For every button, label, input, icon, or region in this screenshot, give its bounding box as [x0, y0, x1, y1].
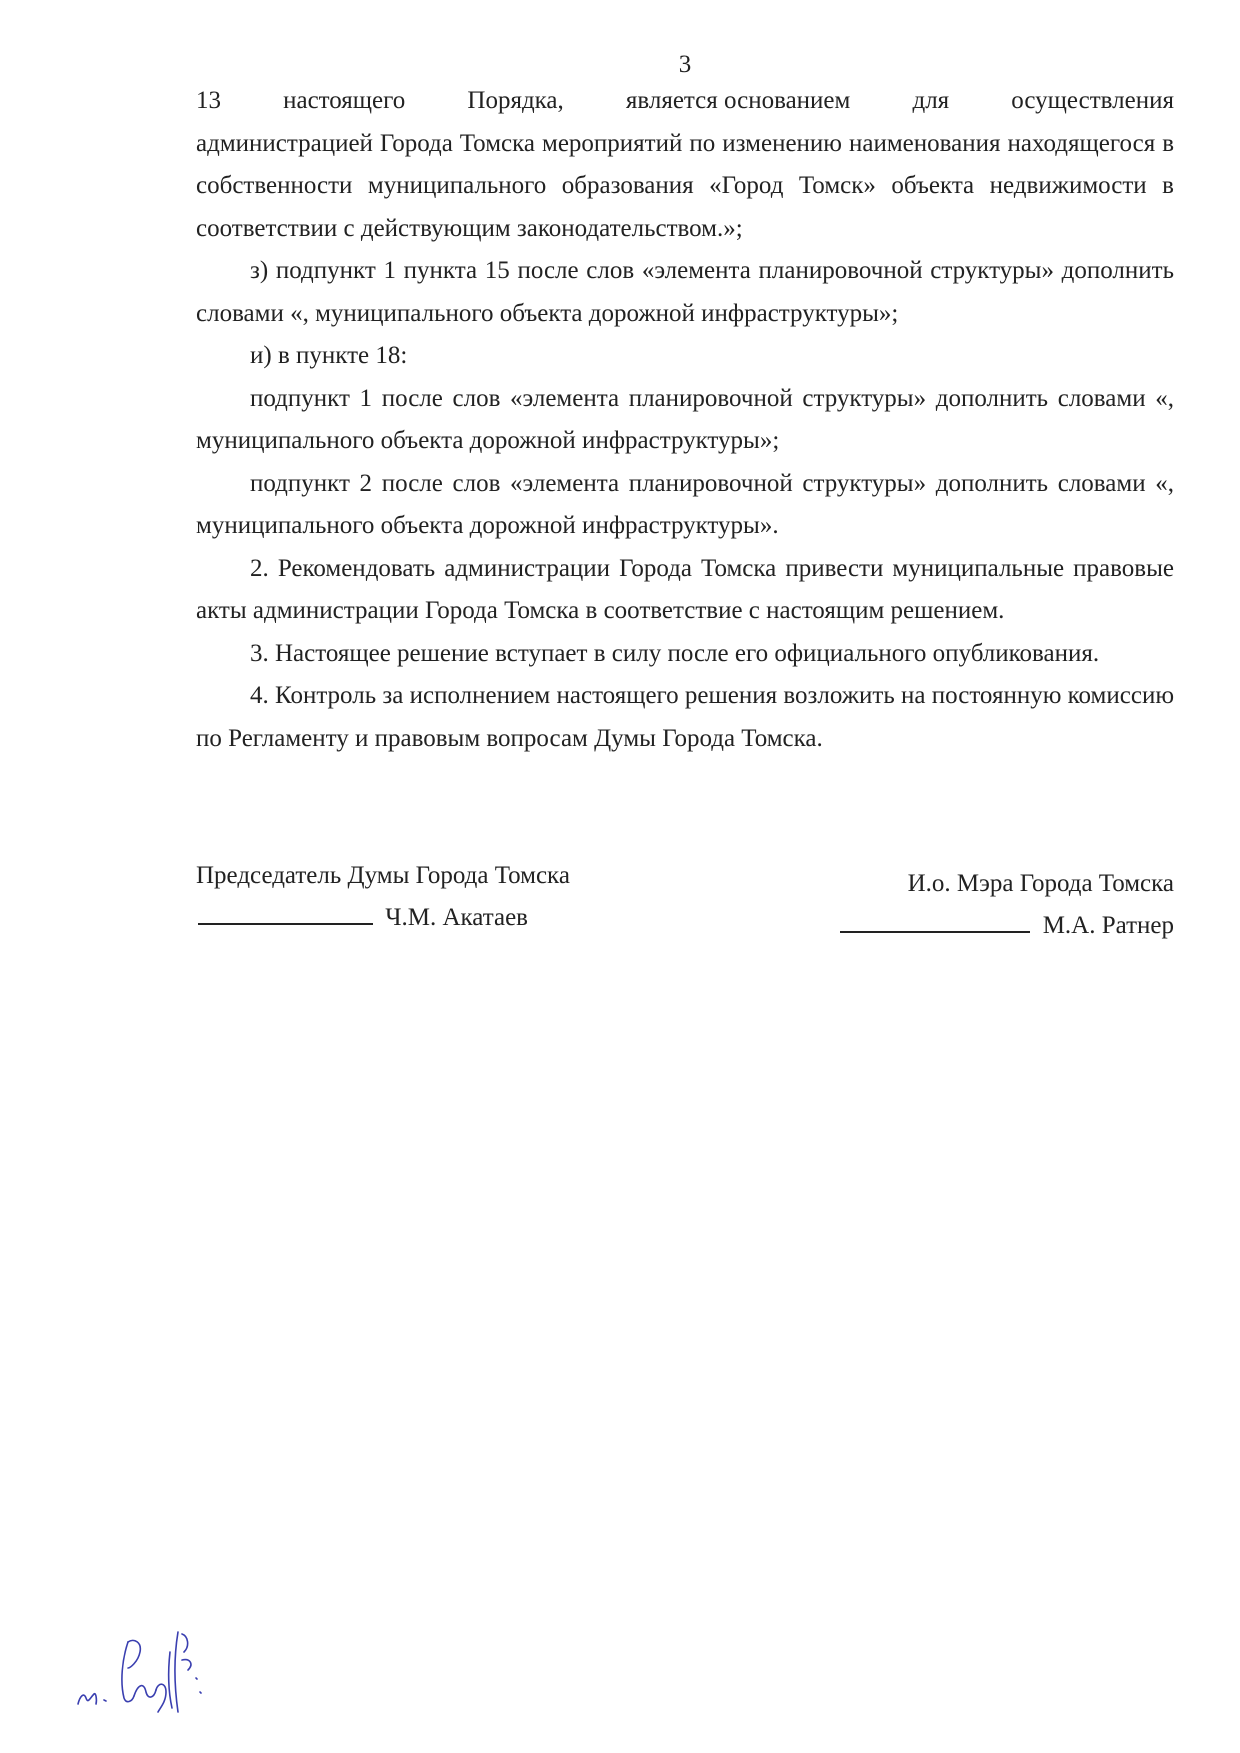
paragraph-subitem-i: и) в пункте 18:: [250, 342, 408, 369]
signatory-name-left: Ч.М. Акатаев: [385, 904, 528, 931]
signature-line-right: [840, 909, 1030, 933]
first-line-word: для: [912, 87, 950, 114]
signatory-title-right: И.о. Мэра Города Томска: [907, 870, 1174, 897]
page-number: 3: [678, 51, 692, 78]
paragraph-continuation: администрацией Города Томска мероприятий по изменению наименования находящегося в собственности муниципального образования «Город Томск» объекта недвижимости в соответствии с действующим законодательством.»;: [196, 129, 1174, 242]
signatory-name-right: М.А. Ратнер: [1042, 912, 1174, 939]
first-line-word: настоящего: [283, 87, 406, 114]
first-line-word: осуществления: [1011, 87, 1174, 114]
signatory-name-row-left: [196, 897, 636, 939]
paragraph-item-2: 2. Рекомендовать администрации Города Томска привести муниципальные правовые акты администрации Города Томска в соответствие с настоящим решением.: [196, 554, 1174, 624]
paragraph-item-3: 3. Настоящее решение вступает в силу после его официального опубликования.: [250, 639, 1100, 667]
signature-block: [196, 855, 1174, 965]
signature-line-left: [198, 901, 373, 925]
first-line-word: Порядка,: [467, 87, 564, 114]
signatory-name-row-right: [714, 905, 1174, 947]
first-line-word: является основанием: [625, 87, 851, 114]
first-line-word: 13: [196, 87, 221, 114]
paragraph-subpoint-2: подпункт 2 после слов «элемента планировочной структуры» дополнить словами «, муниципального объекта дорожной инфраструктуры».: [196, 469, 1174, 539]
document-body: [196, 80, 1174, 760]
signatory-title-left: Председатель Думы Города Томска: [196, 862, 570, 889]
paragraph-subitem-z: з) подпункт 1 пункта 15 после слов «элемента планировочной структуры» дополнить словами «, муниципального объекта дорожной инфраструктуры»;: [196, 257, 1174, 327]
paragraph-item-4: 4. Контроль за исполнением настоящего решения возложить на постоянную комиссию по Регламенту и правовым вопросам Думы Города Томска.: [196, 682, 1174, 752]
handwritten-initials-mark: [70, 1612, 240, 1722]
paragraph-subpoint-1: подпункт 1 после слов «элемента планировочной структуры» дополнить словами «, муниципального объекта дорожной инфраструктуры»;: [196, 384, 1174, 454]
signature-left: [196, 855, 636, 939]
continuation-first-line: [196, 80, 1174, 123]
signature-right: [714, 863, 1174, 947]
